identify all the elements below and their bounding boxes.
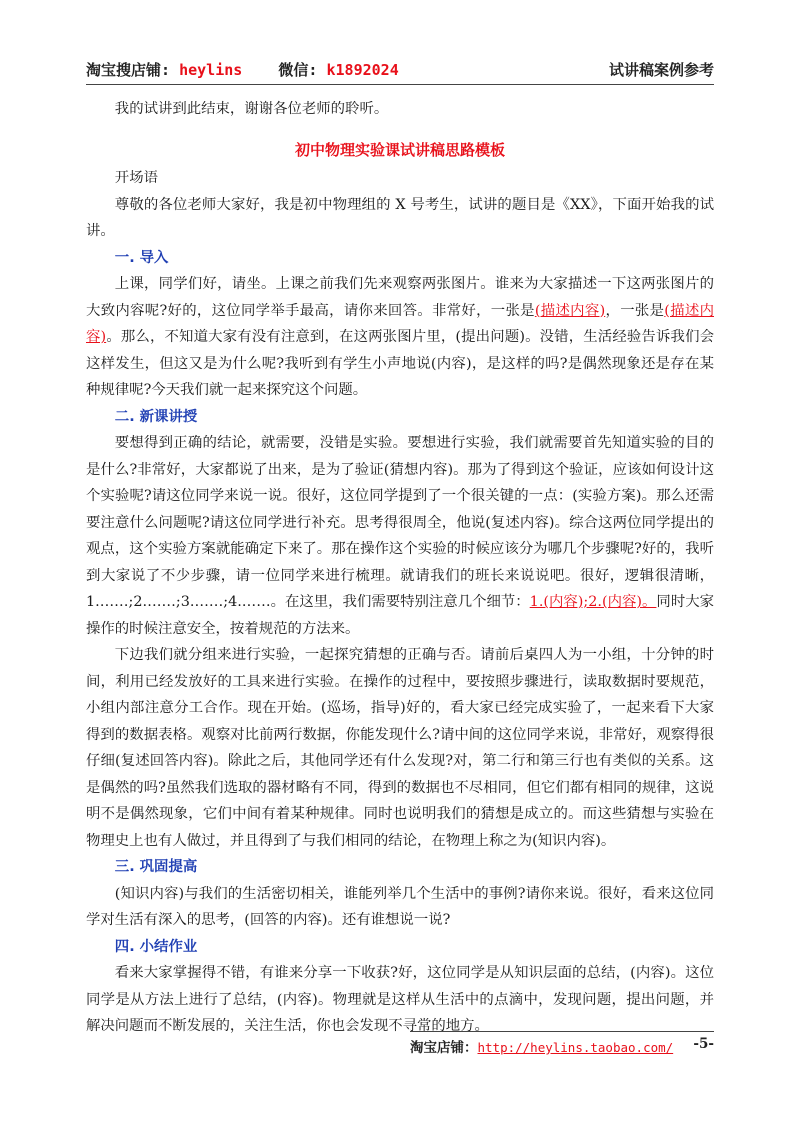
closing-line: 我的试讲到此结束，谢谢各位老师的聆听。	[114, 101, 389, 117]
header-shop-label: 淘宝搜店铺:	[86, 61, 171, 79]
footer-shop-link[interactable]: http://heylins.taobao.com/	[477, 1040, 674, 1055]
section-heading-intro: 一. 导入	[114, 249, 169, 266]
new-lesson-highlight: 1.(内容);2.(内容)。	[529, 594, 657, 610]
new-lesson-text-1: 要想得到正确的结论，就需要，没错是实验。要想进行实验，我们就需要首先知道实验的目的是什么?非常好，大家都说了出来，是为了验证(猜想内容)。那为了得到这个验证，应该如何设计这个实验呢?请这位同学来说一说。很好，这位同学提到了一个很关键的一点：(实验方案)。那么还需要注意什么问题呢?请这位同学进行补充。思考得很周全，他说(复述内容)。综合这两位同学提出的观点，这个实验方案就能确定下来了。那在操作这个实验的时候应该分为哪几个步骤呢?好的，我听到大家说了不少步骤，请一位同学来进行梳理。就请我们的班长来说说吧。很好，逻辑很清晰，1.……;2.……;3.……;4.……。在这里，我们需要特别注意几个细节：	[86, 435, 714, 610]
header-doc-type: 试讲稿案例参考	[608, 61, 714, 79]
new-lesson-text-2: 同时大家操作的时候注意安全，按着规范的方法来。	[86, 594, 714, 637]
header-wechat-label: 微信:	[278, 61, 318, 79]
header-shop-info	[86, 59, 399, 80]
header-shop-name: heylins	[179, 61, 243, 79]
document-title: 初中物理实验课试讲稿思路模板	[294, 140, 505, 159]
intro-highlight-1: (描述内容)	[534, 302, 606, 319]
opening-paragraph: 尊敬的各位老师大家好，我是初中物理组的 X 号考生，试讲的题目是《XX》，下面开始我的试讲。	[86, 196, 714, 239]
intro-text-3: 。那么，不知道大家有没有注意到，在这两张图片里，(提出问题)。没错，生活经验告诉我们会这样发生，但这又是为什么呢?我听到有学生小声地说(内容)，是这样的吗?是偶然现象还是存在某种规律呢?今天我们就一起来探究这个问题。	[86, 329, 715, 398]
document-body	[86, 96, 714, 1040]
page-number: -5-	[693, 1036, 714, 1052]
consolidation-paragraph: (知识内容)与我们的生活密切相关，谁能列举几个生活中的事例?请你来说。很好，看来这位同学对生活有深入的思考，(回答的内容)。还有谁想说一说?	[86, 885, 714, 928]
page-footer	[410, 1036, 714, 1056]
new-lesson-paragraph-1	[86, 430, 714, 642]
header-wechat-id: k1892024	[326, 61, 399, 79]
footer-divider	[410, 1031, 714, 1032]
intro-text-1: 上课，同学们好，请坐。上课之前我们先来观察两张图片。谁来为大家描述一下这两张图片的大致内容呢?好的，这位同学举手最高，请你来回答。非常好，一张是	[86, 276, 714, 319]
new-lesson-paragraph-2: 下边我们就分组来进行实验，一起探究猜想的正确与否。请前后桌四人为一小组，十分钟的时间，利用已经发放好的工具来进行实验。在操作的过程中，要按照步骤进行，读取数据时要规范，小组内部注意分工合作。现在开始。(巡场，指导)好的，看大家已经完成实验了，一起来看下大家得到的数据表格。观察对比前两行数据，你能发现什么?请中间的这位同学来说，非常好，观察得很仔细(复述回答内容)。除此之后，其他同学还有什么发现?对，第二行和第三行也有类似的关系。这是偶然的吗?虽然我们选取的器材略有不同，得到的数据也不尽相同，但它们都有相同的规律，这说明不是偶然现象，它们中间有着某种规律。同时也说明我们的猜想是成立的。而这些猜想与实验在物理史上也有人做过，并且得到了与我们相同的结论，在物理上称之为(知识内容)。	[86, 647, 714, 849]
intro-text-2: ，一张是	[605, 302, 665, 319]
section-heading-consolidation: 三. 巩固提高	[114, 859, 198, 875]
intro-highlight-2: (描述内容)	[86, 302, 714, 345]
intro-paragraph	[86, 271, 714, 404]
page-header	[86, 54, 714, 84]
footer-shop-label: 淘宝店铺：	[410, 1040, 478, 1056]
opening-heading: 开场语	[114, 170, 158, 186]
header-divider	[86, 84, 714, 85]
summary-paragraph: 看来大家掌握得不错，有谁来分享一下收获?好，这位同学是从知识层面的总结，(内容)。这位同学是从方法上进行了总结，(内容)。物理就是这样从生活中的点滴中，发现问题，提出问题，并解决问题而不断发展的，关注生活，你也会发现不寻常的地方。	[86, 965, 714, 1034]
section-heading-new-lesson: 二. 新课讲授	[114, 408, 198, 425]
section-heading-summary: 四. 小结作业	[114, 938, 198, 955]
